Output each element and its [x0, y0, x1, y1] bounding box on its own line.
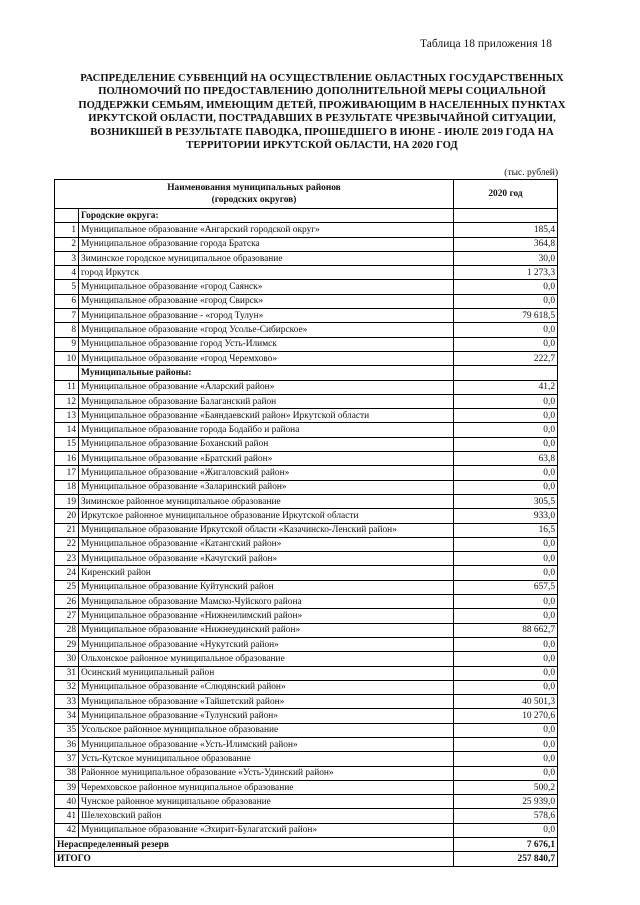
- row-number: 19: [55, 494, 79, 508]
- row-value: 0,0: [454, 566, 558, 580]
- row-value: 0,0: [454, 423, 558, 437]
- row-number: 30: [55, 652, 79, 666]
- row-name: Муниципальное образование Иркутской области «Казачинско-Ленский район»: [79, 523, 454, 537]
- row-name: Муниципальное образование «город Усолье-Сибирское»: [79, 323, 454, 337]
- table-row: [55, 809, 558, 823]
- row-name: Ольхонское районное муниципальное образование: [79, 652, 454, 666]
- table-row: [55, 766, 558, 780]
- row-value: 364,8: [454, 237, 558, 251]
- row-value: 0,0: [454, 609, 558, 623]
- row-number: 22: [55, 537, 79, 551]
- section-value-cell: [454, 209, 558, 223]
- row-value: 0,0: [454, 466, 558, 480]
- table-row: [55, 752, 558, 766]
- row-name: Муниципальное образование «Нукутский район»: [79, 637, 454, 651]
- row-number: 15: [55, 437, 79, 451]
- table-row: [55, 780, 558, 794]
- header-name-line1: Наименования муниципальных районов: [167, 183, 341, 193]
- row-name: Муниципальное образование «Баяндаевский район» Иркутской области: [79, 409, 454, 423]
- row-value: 0,0: [454, 680, 558, 694]
- table-row: [55, 823, 558, 837]
- units-label: (тыс. рублей): [504, 168, 558, 178]
- row-value: 88 662,7: [454, 623, 558, 637]
- row-number: 27: [55, 609, 79, 623]
- table-row: [55, 280, 558, 294]
- section-num-cell: [55, 366, 79, 380]
- row-name: Зиминское районное муниципальное образование: [79, 494, 454, 508]
- title-line: РАСПРЕДЕЛЕНИЕ СУБВЕНЦИЙ НА ОСУЩЕСТВЛЕНИЕ ОБЛАСТНЫХ ГОСУДАРСТВЕННЫХ: [80, 73, 564, 84]
- row-number: 11: [55, 380, 79, 394]
- row-value: 63,8: [454, 452, 558, 466]
- table-header-row: [55, 180, 558, 209]
- title-line: ТЕРРИТОРИИ ИРКУТСКОЙ ОБЛАСТИ, НА 2020 ГОД: [186, 140, 458, 152]
- row-name: город Иркутск: [79, 266, 454, 280]
- row-number: 5: [55, 280, 79, 294]
- total-row-value: 257 840,7: [454, 852, 558, 866]
- table-row: [55, 309, 558, 323]
- row-name: Муниципальное образование Балаганский район: [79, 394, 454, 408]
- title-line: ИРКУТСКОЙ ОБЛАСТИ, ПОСТРАДАВШИХ В РЕЗУЛЬТАТЕ ЧРЕЗВЫЧАЙНОЙ СИТУАЦИИ,: [88, 113, 556, 125]
- row-number: 29: [55, 637, 79, 651]
- row-name: Муниципальное образование «Качугский район»: [79, 552, 454, 566]
- row-number: 31: [55, 666, 79, 680]
- row-name: Киренский район: [79, 566, 454, 580]
- row-value: 79 618,5: [454, 309, 558, 323]
- row-name: Муниципальное образование Боханский район: [79, 437, 454, 451]
- header-name-line2: (городских округов): [211, 195, 297, 205]
- row-value: 185,4: [454, 223, 558, 237]
- row-number: 8: [55, 323, 79, 337]
- row-value: 0,0: [454, 552, 558, 566]
- row-value: 40 501,3: [454, 695, 558, 709]
- row-name: Муниципальное образование город Усть-Илимск: [79, 337, 454, 351]
- row-number: 25: [55, 580, 79, 594]
- row-value: 0,0: [454, 637, 558, 651]
- row-number: 12: [55, 394, 79, 408]
- row-number: 23: [55, 552, 79, 566]
- row-number: 18: [55, 480, 79, 494]
- row-value: 0,0: [454, 737, 558, 751]
- reserve-row-value: 7 676,1: [454, 838, 558, 852]
- table-row: [55, 337, 558, 351]
- table-row: [55, 323, 558, 337]
- table-row: [55, 452, 558, 466]
- row-number: 4: [55, 266, 79, 280]
- header-year: 2020 год: [454, 180, 558, 209]
- table-row: [55, 494, 558, 508]
- row-value: 30,0: [454, 251, 558, 265]
- table-row: [55, 394, 558, 408]
- table-row: [55, 566, 558, 580]
- row-value: 0,0: [454, 280, 558, 294]
- total-row-label: ИТОГО: [55, 852, 454, 866]
- row-name: Муниципальное образование «Нижнеудинский район»: [79, 623, 454, 637]
- row-number: 14: [55, 423, 79, 437]
- row-number: 20: [55, 509, 79, 523]
- table-row: [55, 737, 558, 751]
- row-name: Районное муниципальное образование «Усть-Удинский район»: [79, 766, 454, 780]
- table-row: [55, 666, 558, 680]
- row-value: 0,0: [454, 666, 558, 680]
- row-number: 16: [55, 452, 79, 466]
- subvention-table: [54, 179, 558, 867]
- row-value: 10 270,6: [454, 709, 558, 723]
- row-value: 0,0: [454, 394, 558, 408]
- row-name: Муниципальное образование «Братский район»: [79, 452, 454, 466]
- table-row: [55, 680, 558, 694]
- total-row: [55, 852, 558, 866]
- row-value: 1 273,3: [454, 266, 558, 280]
- row-number: 40: [55, 795, 79, 809]
- row-number: 37: [55, 752, 79, 766]
- section-row: [55, 366, 558, 380]
- section-value-cell: [454, 366, 558, 380]
- row-name: Муниципальное образование «Аларский район»: [79, 380, 454, 394]
- row-name: Муниципальное образование «Тулунский район»: [79, 709, 454, 723]
- row-number: 28: [55, 623, 79, 637]
- table-row: [55, 466, 558, 480]
- row-number: 3: [55, 251, 79, 265]
- row-name: Муниципальное образование города Бодайбо и района: [79, 423, 454, 437]
- row-value: 0,0: [454, 652, 558, 666]
- table-row: [55, 480, 558, 494]
- row-number: 35: [55, 723, 79, 737]
- row-number: 32: [55, 680, 79, 694]
- table-row: [55, 623, 558, 637]
- table-row: [55, 723, 558, 737]
- document-title: [52, 72, 592, 152]
- row-number: 34: [55, 709, 79, 723]
- row-value: 0,0: [454, 294, 558, 308]
- reserve-row-label: Нераспределенный резерв: [55, 838, 454, 852]
- table-row: [55, 609, 558, 623]
- row-name: Муниципальное образование «Заларинский район»: [79, 480, 454, 494]
- row-value: 222,7: [454, 351, 558, 365]
- table-row: [55, 595, 558, 609]
- row-name: Усольское районное муниципальное образование: [79, 723, 454, 737]
- row-name: Муниципальное образование «Катангский район»: [79, 537, 454, 551]
- row-number: 26: [55, 595, 79, 609]
- row-value: 0,0: [454, 766, 558, 780]
- row-value: 16,5: [454, 523, 558, 537]
- title-line: ПОДДЕРЖКИ СЕМЬЯМ, ИМЕЮЩИМ ДЕТЕЙ, ПРОЖИВАЮЩИМ В НАСЕЛЕННЫХ ПУНКТАХ: [78, 99, 566, 111]
- row-value: 0,0: [454, 437, 558, 451]
- table-row: [55, 223, 558, 237]
- row-name: Муниципальное образование «Тайшетский район»: [79, 695, 454, 709]
- title-line: ПОЛНОМОЧИЙ ПО ПРЕДОСТАВЛЕНИЮ ДОПОЛНИТЕЛЬНОЙ МЕРЫ СОЦИАЛЬНОЙ: [98, 86, 546, 98]
- table-row: [55, 552, 558, 566]
- row-name: Зиминское городское муниципальное образование: [79, 251, 454, 265]
- row-number: 39: [55, 780, 79, 794]
- row-number: 42: [55, 823, 79, 837]
- row-number: 21: [55, 523, 79, 537]
- row-value: 25 939,0: [454, 795, 558, 809]
- row-number: 36: [55, 737, 79, 751]
- row-number: 13: [55, 409, 79, 423]
- title-line: ВОЗНИКШЕЙ В РЕЗУЛЬТАТЕ ПАВОДКА, ПРОШЕДШЕГО В ИЮНЕ - ИЮЛЕ 2019 ГОДА НА: [90, 126, 554, 138]
- row-value: 41,2: [454, 380, 558, 394]
- row-value: 0,0: [454, 323, 558, 337]
- row-value: 0,0: [454, 337, 558, 351]
- table-row: [55, 294, 558, 308]
- row-value: 0,0: [454, 723, 558, 737]
- row-value: 0,0: [454, 595, 558, 609]
- table-row: [55, 380, 558, 394]
- row-name: Муниципальное образование «Жигаловский район»: [79, 466, 454, 480]
- row-value: 0,0: [454, 480, 558, 494]
- table-row: [55, 695, 558, 709]
- row-name: Муниципальное образование «Эхирит-Булагатский район»: [79, 823, 454, 837]
- table-row: [55, 251, 558, 265]
- row-name: Осинский муниципальный район: [79, 666, 454, 680]
- row-name: Муниципальное образование «город Саянск»: [79, 280, 454, 294]
- table-row: [55, 509, 558, 523]
- table-row: [55, 652, 558, 666]
- row-number: 17: [55, 466, 79, 480]
- section-title: Муниципальные районы:: [79, 366, 454, 380]
- row-name: Черемховское районное муниципальное образование: [79, 780, 454, 794]
- row-name: Муниципальное образование «Слюдянский район»: [79, 680, 454, 694]
- row-number: 2: [55, 237, 79, 251]
- row-number: 10: [55, 351, 79, 365]
- row-name: Муниципальное образование «Нижнеилимский район»: [79, 609, 454, 623]
- row-number: 33: [55, 695, 79, 709]
- table-row: [55, 423, 558, 437]
- row-number: 9: [55, 337, 79, 351]
- table-row: [55, 237, 558, 251]
- row-value: 500,2: [454, 780, 558, 794]
- section-row: [55, 209, 558, 223]
- table-body: [55, 209, 558, 867]
- table-reference: Таблица 18 приложения 18: [420, 38, 552, 50]
- row-name: Муниципальное образование города Братска: [79, 237, 454, 251]
- row-name: Муниципальное образование «Ангарский городской округ»: [79, 223, 454, 237]
- row-number: 7: [55, 309, 79, 323]
- reserve-row: [55, 838, 558, 852]
- row-number: 38: [55, 766, 79, 780]
- table-row: [55, 523, 558, 537]
- row-name: Муниципальное образование - «город Тулун»: [79, 309, 454, 323]
- row-value: 0,0: [454, 752, 558, 766]
- section-num-cell: [55, 209, 79, 223]
- table-row: [55, 580, 558, 594]
- row-value: 0,0: [454, 409, 558, 423]
- row-name: Муниципальное образование «Усть-Илимский район»: [79, 737, 454, 751]
- row-value: 578,6: [454, 809, 558, 823]
- row-name: Шелеховский район: [79, 809, 454, 823]
- row-value: 0,0: [454, 537, 558, 551]
- row-name: Усть-Кутское муниципальное образование: [79, 752, 454, 766]
- row-name: Муниципальное образование Мамско-Чуйского района: [79, 595, 454, 609]
- row-name: Муниципальное образование «город Свирск»: [79, 294, 454, 308]
- table-row: [55, 409, 558, 423]
- section-title: Городские округа:: [79, 209, 454, 223]
- row-name: Муниципальное образование Куйтунский район: [79, 580, 454, 594]
- table-row: [55, 709, 558, 723]
- row-number: 24: [55, 566, 79, 580]
- table-row: [55, 637, 558, 651]
- row-value: 0,0: [454, 823, 558, 837]
- header-name: [55, 180, 454, 209]
- row-number: 41: [55, 809, 79, 823]
- table-row: [55, 266, 558, 280]
- row-number: 6: [55, 294, 79, 308]
- row-name: Муниципальное образование «город Черемхово»: [79, 351, 454, 365]
- table-row: [55, 795, 558, 809]
- row-number: 1: [55, 223, 79, 237]
- row-name: Чунское районное муниципальное образование: [79, 795, 454, 809]
- row-name: Иркутское районное муниципальное образование Иркутской области: [79, 509, 454, 523]
- row-value: 933,0: [454, 509, 558, 523]
- row-value: 657,5: [454, 580, 558, 594]
- table-row: [55, 537, 558, 551]
- table-row: [55, 437, 558, 451]
- row-value: 305,5: [454, 494, 558, 508]
- table-row: [55, 351, 558, 365]
